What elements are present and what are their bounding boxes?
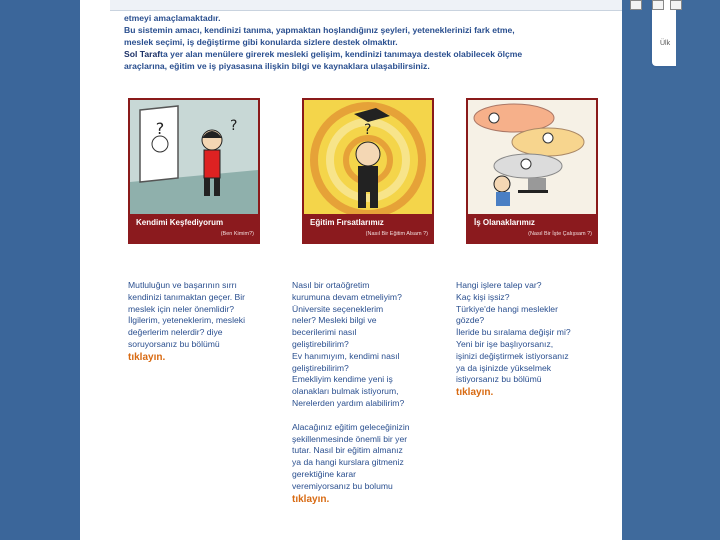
text-line: İlgilerim, yeteneklerim, mesleki	[128, 315, 246, 326]
mail-icon[interactable]	[652, 0, 664, 10]
text-line: Kaç kişi işsiz?	[456, 291, 510, 302]
text-line: ya da işinizde yükselmek	[456, 362, 552, 373]
intro-line: etmeyi amaçlamaktadır.	[124, 13, 221, 23]
text-line: İleride bu sıralama değişir mi?	[456, 327, 571, 338]
text-line: Türkiye'de hangi meslekler	[456, 303, 558, 314]
text-line: istiyorsanız bu bölümü	[456, 374, 542, 385]
intro-line: meslek seçimi, iş değiştirme gibi konularda sizlere destek olmaktır.	[124, 37, 398, 47]
text-line: Nerelerden yardım alabilirim?	[292, 397, 405, 408]
card-job-opportunities[interactable]	[466, 98, 598, 246]
toolbar-strip	[110, 0, 622, 11]
text-line: Alacağınız eğitim geleceğinizin	[292, 421, 410, 432]
text-line: değerlerim nelerdir? diye	[128, 327, 223, 338]
text-line: kendinizi tanımaktan geçer. Bir	[128, 291, 246, 302]
text-line: becerilerimi nasıl	[292, 327, 357, 338]
jobs-illustration	[466, 98, 598, 216]
intro-line: araçlarına, eğitim ve iş piyasasına ilişkin bilgi ve kaynaklara ulaşabilirsiniz.	[124, 61, 430, 71]
text-line: geliştirebilirim?	[292, 338, 349, 349]
close-icon[interactable]	[670, 0, 682, 10]
right-gap	[622, 0, 650, 540]
education-text	[292, 280, 452, 505]
self-discovery-text	[128, 280, 278, 364]
self-discovery-link[interactable]: tıklayın.	[128, 351, 166, 363]
text-line: kurumuna devam etmeliyim?	[292, 291, 402, 302]
svg-text:?: ?	[364, 122, 372, 138]
svg-text:?: ?	[155, 119, 165, 138]
intro-line: ta yer alan menülere girerek mesleki gelişim, kendinizi tanımaya destek olabilecek ölçme	[160, 49, 523, 59]
text-line: Yeni bir işe başlıyorsanız,	[456, 338, 554, 349]
card-subtitle: (Nasıl Bir İşte Çalışsam ?)	[528, 231, 592, 237]
side-panel[interactable]	[650, 0, 678, 68]
card-self-discovery[interactable]	[128, 98, 260, 246]
text-line: gözde?	[456, 315, 485, 326]
card-subtitle: (Nasıl Bir Eğitim Alsam ?)	[365, 231, 428, 237]
text-line: soruyorsanız bu bölümü	[128, 338, 220, 349]
intro-text	[124, 12, 614, 72]
text-line: Hangi işlere talep var?	[456, 280, 542, 290]
brand-label: Sol Taraf	[124, 49, 161, 59]
card-banner	[302, 214, 434, 244]
text-line: ya da hangi kurslara gitmeniz	[292, 457, 404, 468]
card-banner	[128, 214, 260, 244]
text-line: meslek için neler önemlidir?	[128, 303, 235, 314]
text-line: Üniversite seçeneklerim	[292, 303, 384, 314]
card-title: Kendimi Keşfediyorum	[136, 218, 224, 227]
text-line: Emekliyim kendime yeni iş	[292, 374, 393, 385]
text-line: işinizi değiştirmek istiyorsanız	[456, 350, 569, 361]
text-line: geliştirebilirim?	[292, 362, 349, 373]
text-line: veremiyorsanız bu bolumu	[292, 480, 393, 491]
text-line: gerektiğine karar	[292, 468, 357, 479]
left-gutter	[80, 0, 110, 540]
text-line: neler? Mesleki bilgi ve	[292, 315, 377, 326]
text-line: şekillenmesinde önemli bir yer	[292, 433, 408, 444]
side-panel-text: Ülk	[660, 40, 671, 47]
spacer	[292, 410, 452, 422]
jobs-text	[456, 280, 616, 399]
right-frame	[676, 0, 720, 540]
text-line: olanakları bulmak istiyorum,	[292, 386, 399, 397]
graduate-illustration	[302, 98, 434, 216]
text-line: Ev hanımıyım, kendimi nasıl	[292, 350, 400, 361]
text-line: tutar. Nasıl bir eğitim almanız	[292, 445, 403, 456]
text-line: Nasıl bir ortaöğretim	[292, 280, 370, 290]
print-icon[interactable]	[630, 0, 642, 10]
card-subtitle: (Ben Kimim?)	[220, 231, 254, 237]
jobs-link[interactable]: tıklayın.	[456, 387, 494, 399]
card-title: İş Olanaklarımız	[474, 218, 535, 227]
mirror-illustration	[128, 98, 260, 216]
card-title: Eğitim Fırsatlarımız	[310, 218, 384, 227]
text-line: Mutluluğun ve başarının sırrı	[128, 280, 237, 290]
education-link[interactable]: tıklayın.	[292, 493, 330, 505]
card-education[interactable]	[302, 98, 434, 246]
intro-line: Bu sistemin amacı, kendinizi tanıma, yapmaktan hoşlandığınız şeyleri, yeteneklerinizi fark etme,	[124, 25, 515, 35]
svg-text:?: ?	[230, 118, 238, 134]
left-frame	[0, 0, 80, 540]
card-banner	[466, 214, 598, 244]
